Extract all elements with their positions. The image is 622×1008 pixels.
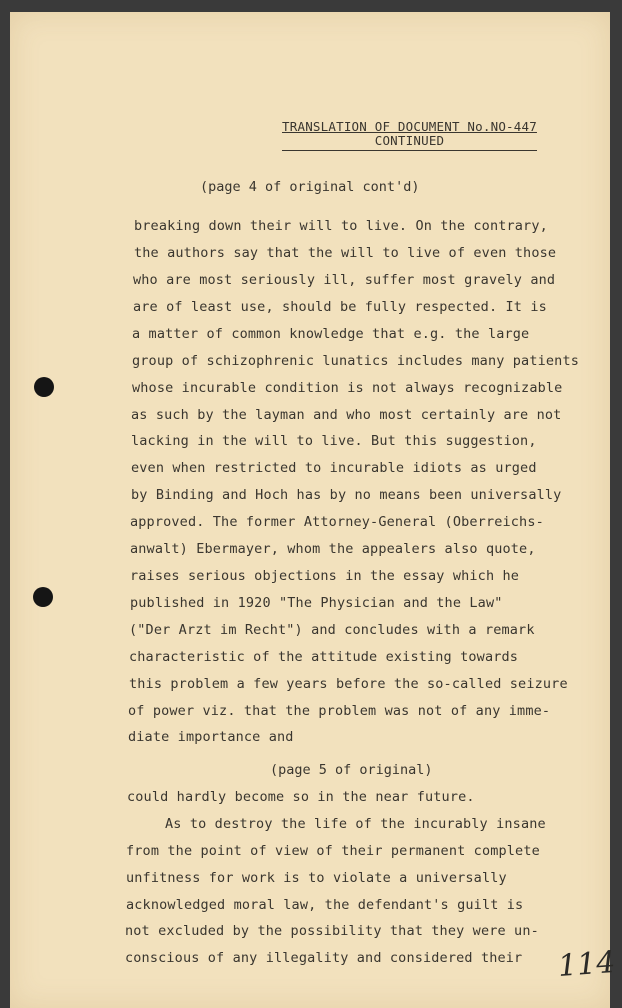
text-line: As to destroy the life of the incurably insane <box>165 816 546 832</box>
punch-hole <box>34 377 54 397</box>
text-line: not excluded by the possibility that they were un- <box>125 923 539 939</box>
text-line: group of schizophrenic lunatics includes many patients <box>132 353 579 369</box>
text-line: acknowledged moral law, the defendant's guilt is <box>126 897 524 913</box>
text-line: conscious of any illegality and considered their <box>125 950 523 966</box>
document-page <box>10 12 617 1008</box>
text-line: ("Der Arzt im Recht") and concludes with a remark <box>129 622 535 638</box>
text-line: published in 1920 "The Physician and the Law" <box>130 595 503 611</box>
text-line: raises serious objections in the essay which he <box>130 568 520 584</box>
text-line: lacking in the will to live. But this suggestion, <box>131 433 537 449</box>
header-continued: CONTINUED <box>282 134 537 151</box>
page-subheading: (page 4 of original cont'd) <box>200 179 420 195</box>
punch-hole <box>33 587 53 607</box>
text-line: characteristic of the attitude existing towards <box>129 649 519 665</box>
text-line: whose incurable condition is not always recognizable <box>132 380 563 396</box>
document-header <box>282 120 537 151</box>
text-line: of power viz. that the problem was not of any imme- <box>128 703 551 719</box>
handwritten-page-number: 114 <box>556 945 617 984</box>
text-line: who are most seriously ill, suffer most gravely and <box>133 272 556 288</box>
text-line: by Binding and Hoch has by no means been universally <box>131 487 562 503</box>
text-line: a matter of common knowledge that e.g. the large <box>132 326 530 342</box>
text-line: approved. The former Attorney-General (Oberreichs- <box>130 514 544 530</box>
text-line: the authors say that the will to live of even those <box>134 245 557 261</box>
text-line: as such by the layman and who most certainly are not <box>131 407 562 423</box>
text-line: even when restricted to incurable idiots as urged <box>131 460 537 476</box>
text-line: could hardly become so in the near future. <box>127 789 475 805</box>
header-title: TRANSLATION OF DOCUMENT No.NO-447 <box>282 119 537 134</box>
text-line: from the point of view of their permanent complete <box>126 843 540 859</box>
page-break-marker: (page 5 of original) <box>270 762 433 778</box>
text-line: anwalt) Ebermayer, whom the appealers also quote, <box>130 541 536 557</box>
text-line: diate importance and <box>128 729 294 745</box>
text-line: breaking down their will to live. On the contrary, <box>134 218 548 234</box>
text-line: are of least use, should be fully respected. It is <box>133 299 547 315</box>
text-line: unfitness for work is to violate a universally <box>126 870 507 886</box>
text-line: this problem a few years before the so-called seizure <box>129 676 568 692</box>
